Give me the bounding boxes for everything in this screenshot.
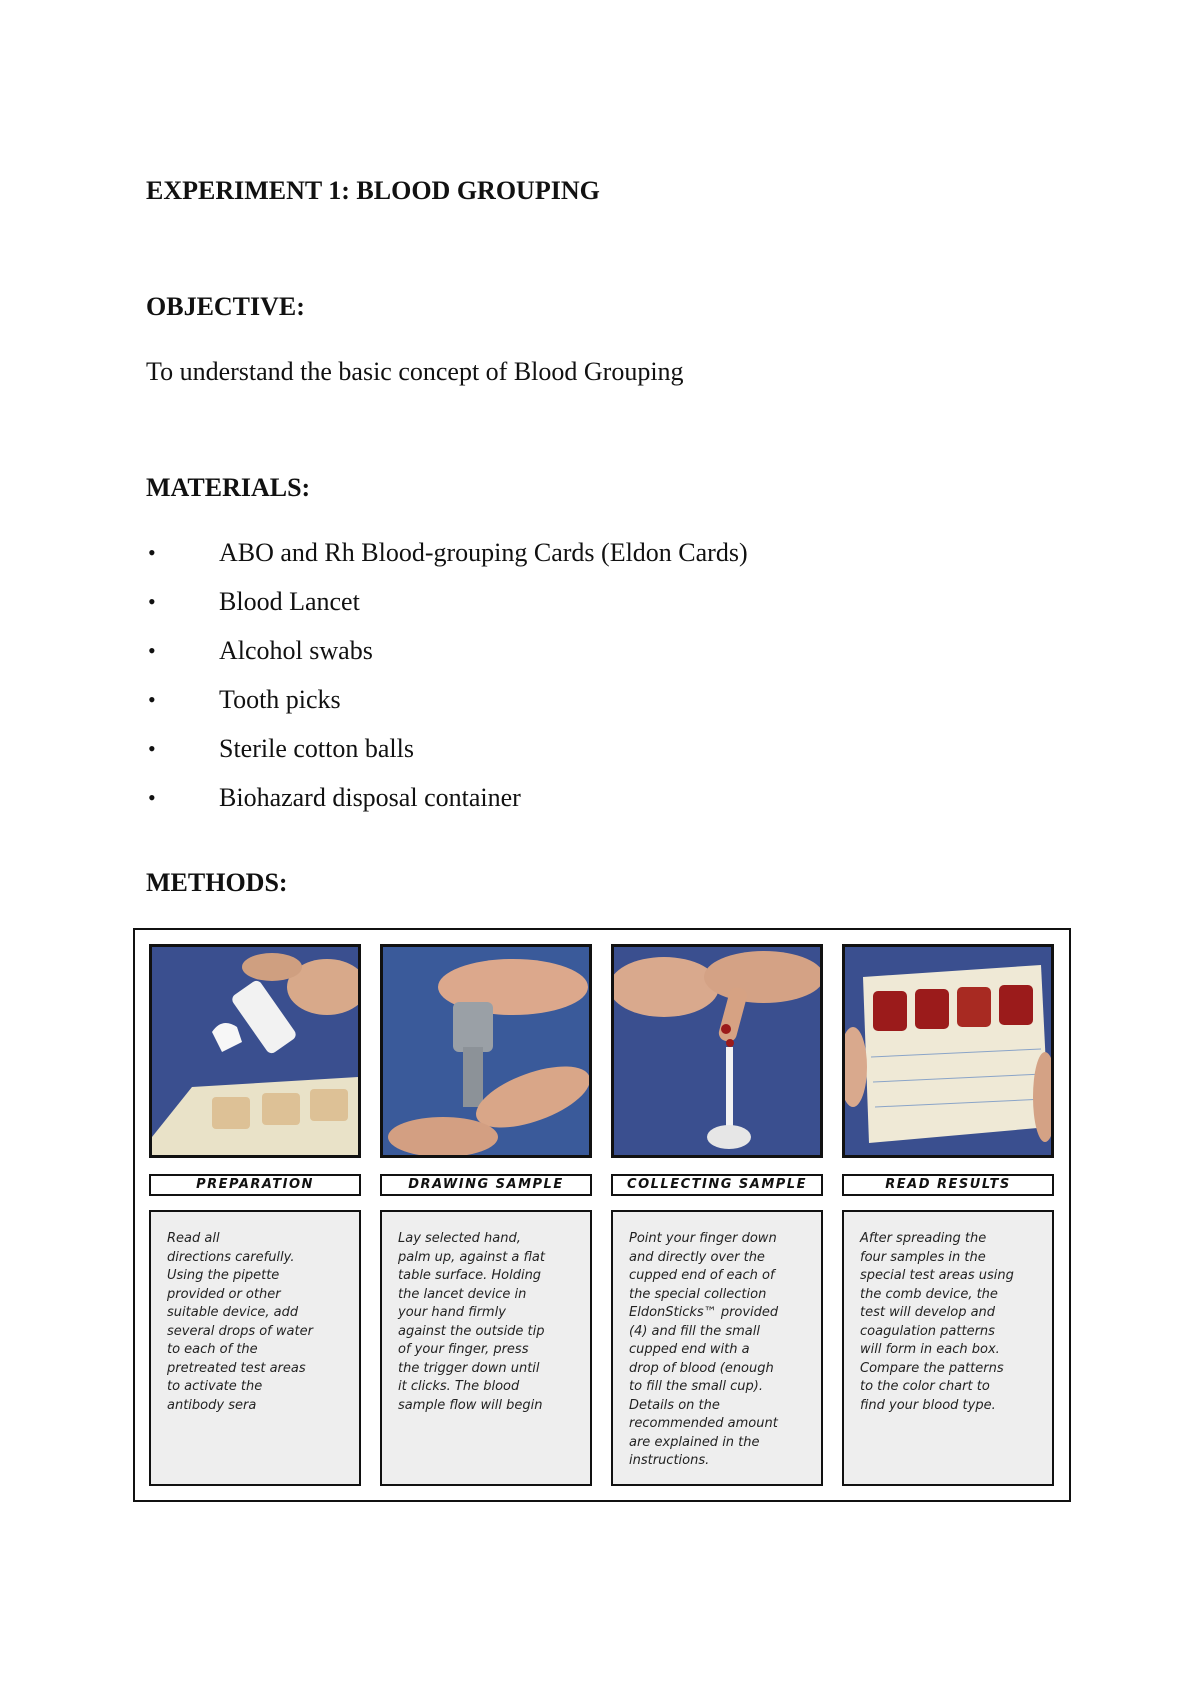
method-step-preparation [149,944,361,1486]
step-description: Point your finger down and directly over the cupped end of each of the special collection EldonSticks™ provided (4) and fill the small cupped end with a drop of blood (enough to fill the small cup). Details on the recommended amount are explained in the instructions. [611,1210,823,1486]
method-step-collecting-sample [611,944,823,1486]
drawing-sample-photo [380,944,592,1158]
eldonstick-illustration [614,947,820,1155]
collecting-sample-photo [611,944,823,1158]
preparation-photo [149,944,361,1158]
step-description: Lay selected hand, palm up, against a flat table surface. Holding the lancet device in your hand firmly against the outside tip of your finger, press the trigger down until it clicks. The blood sample flow will begin [380,1210,592,1486]
list-item [146,685,748,734]
materials-list [146,538,748,832]
bullet-icon: • [148,540,156,565]
objective-heading: OBJECTIVE: [146,292,305,321]
bullet-icon: • [148,589,156,614]
list-item [146,734,748,783]
bullet-icon: • [148,687,156,712]
list-item [146,636,748,685]
methods-heading: METHODS: [146,868,288,897]
list-item [146,538,748,587]
methods-figure [133,928,1071,1502]
pipette-and-card-illustration [152,947,358,1155]
page-title: EXPERIMENT 1: BLOOD GROUPING [146,176,600,205]
bullet-icon: • [148,638,156,663]
bullet-icon: • [148,785,156,810]
read-results-photo [842,944,1054,1158]
material-text: ABO and Rh Blood-grouping Cards (Eldon Cards) [219,538,748,567]
material-text: Blood Lancet [219,587,360,616]
material-text: Biohazard disposal container [219,783,521,812]
bullet-icon: • [148,736,156,761]
step-label: COLLECTING SAMPLE [611,1174,823,1196]
step-label: DRAWING SAMPLE [380,1174,592,1196]
list-item [146,587,748,636]
materials-heading: MATERIALS: [146,473,311,502]
step-label: PREPARATION [149,1174,361,1196]
result-card-illustration [845,947,1051,1155]
objective-text: To understand the basic concept of Blood Grouping [146,357,684,386]
material-text: Tooth picks [219,685,341,714]
material-text: Sterile cotton balls [219,734,414,763]
step-label: READ RESULTS [842,1174,1054,1196]
lancet-illustration [383,947,589,1155]
material-text: Alcohol swabs [219,636,373,665]
method-step-read-results [842,944,1054,1486]
list-item [146,783,748,832]
step-description: Read all directions carefully. Using the pipette provided or other suitable device, add several drops of water to each of the pretreated test areas to activate the antibody sera [149,1210,361,1486]
method-step-drawing-sample [380,944,592,1486]
step-description: After spreading the four samples in the special test areas using the comb device, the test will develop and coagulation patterns will form in each box. Compare the patterns to the color chart to find your blood type. [842,1210,1054,1486]
